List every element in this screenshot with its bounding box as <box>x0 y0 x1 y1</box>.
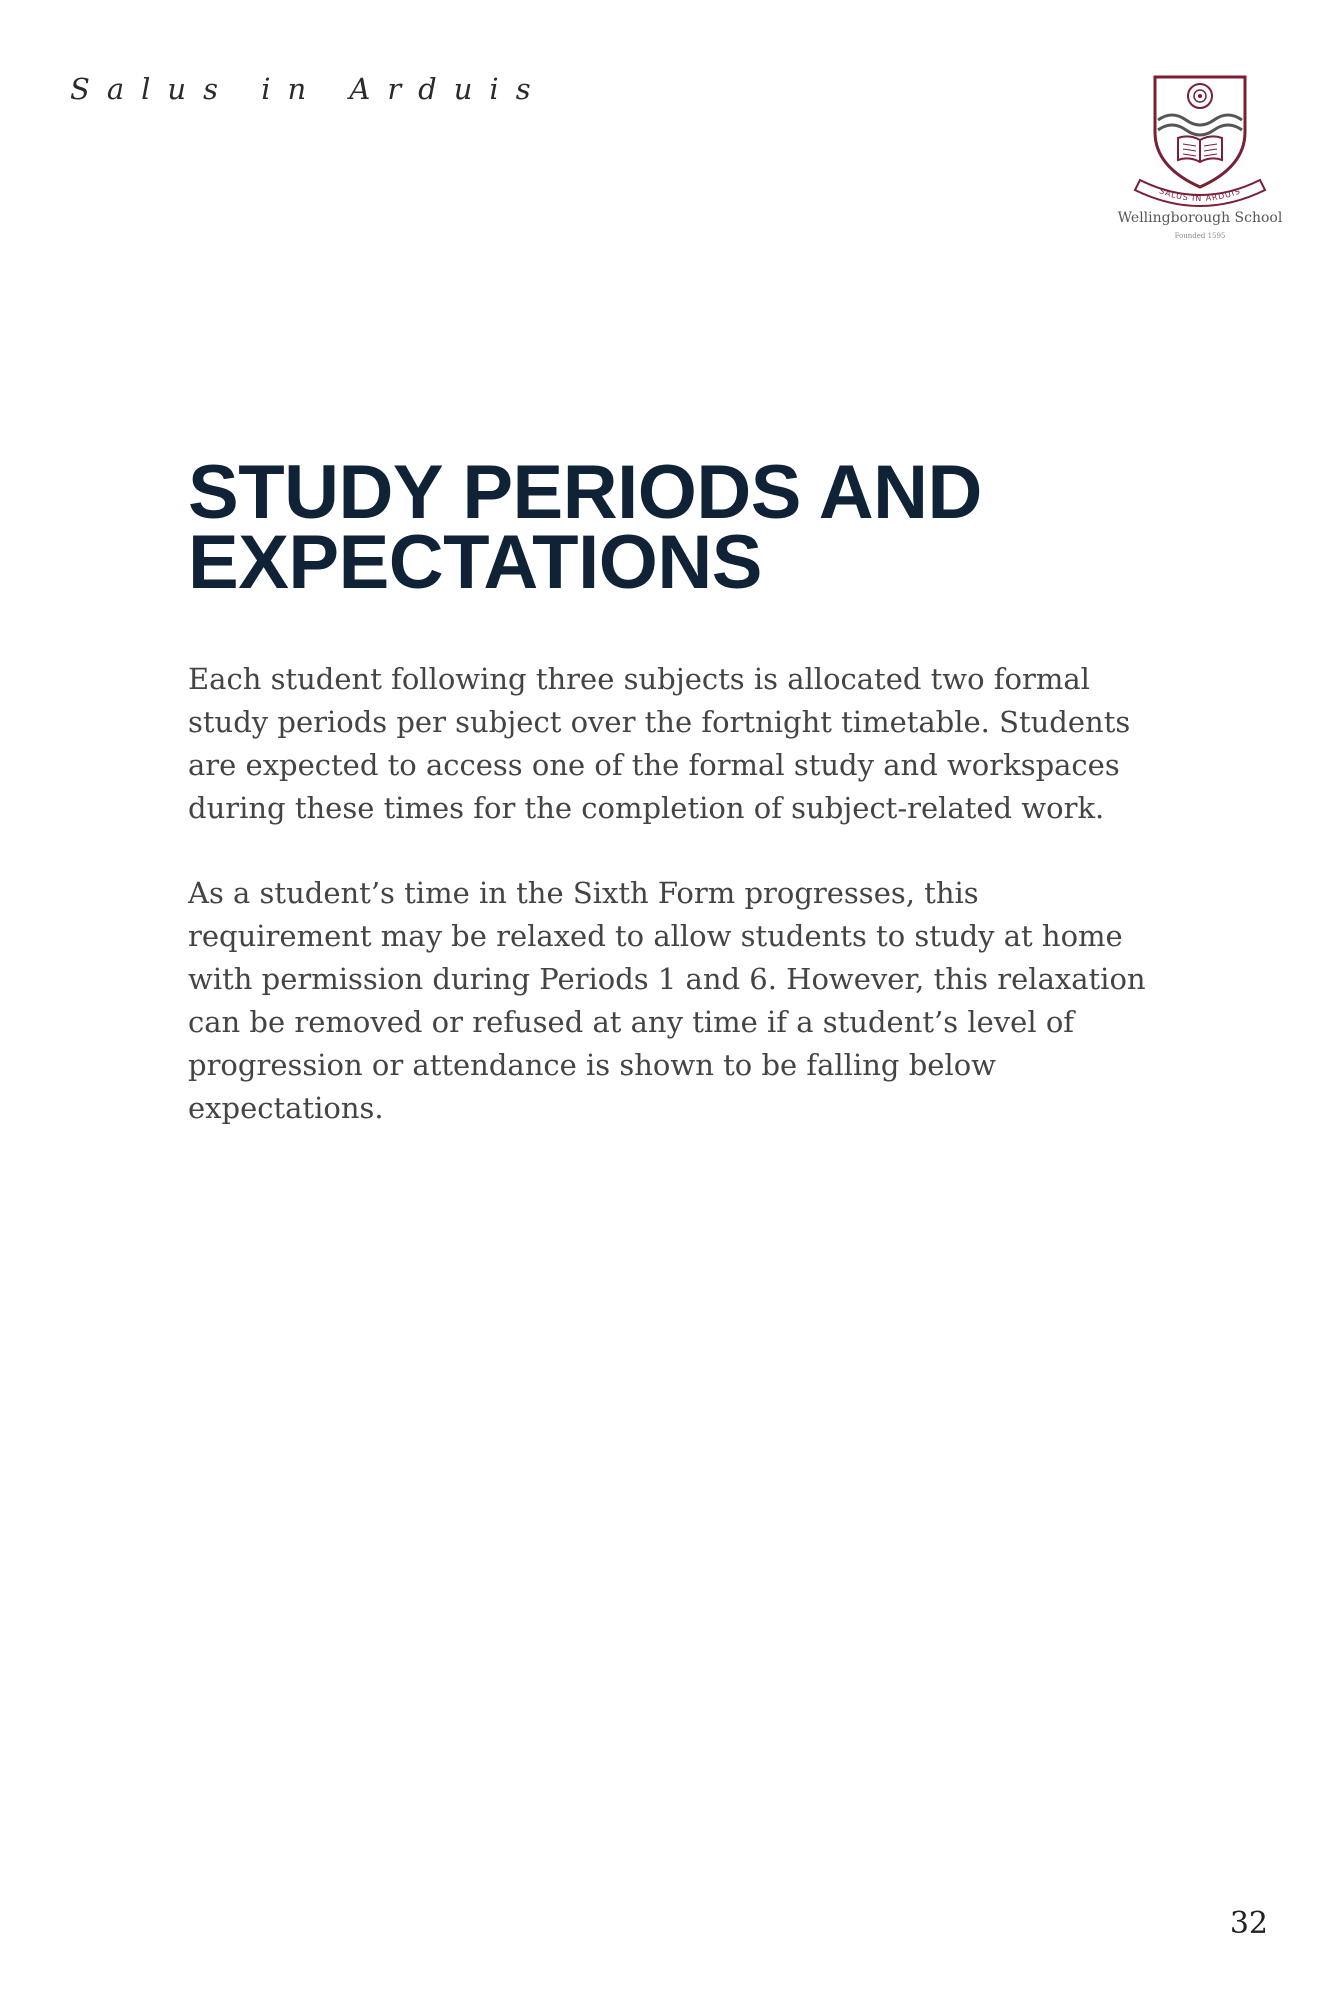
crest-banner-text: SALUS IN ARDUIS <box>1158 186 1242 204</box>
school-name: Wellingborough School <box>1117 210 1283 226</box>
page-title: STUDY PERIODS AND EXPECTATIONS <box>188 450 982 605</box>
school-motto: Salus in Arduis <box>70 72 548 106</box>
school-founded: Founded 1595 <box>1174 232 1226 240</box>
paragraph-relaxation: As a student’s time in the Sixth Form progresses, this requirement may be relaxed to allow students to study at home with permission during Periods 1 and 6. However, this relaxation can be removed or refused at any time if a student’s level of progression or attendance is shown to be falling below expectations. <box>188 876 1146 1125</box>
page-number: 32 <box>1229 1906 1268 1941</box>
paragraph-study-periods: Each student following three subjects is allocated two formal study periods per subject over the fortnight timetable. Students are expected to access one of the formal study and workspaces during these times for the completion of subject-related work. <box>188 662 1131 825</box>
